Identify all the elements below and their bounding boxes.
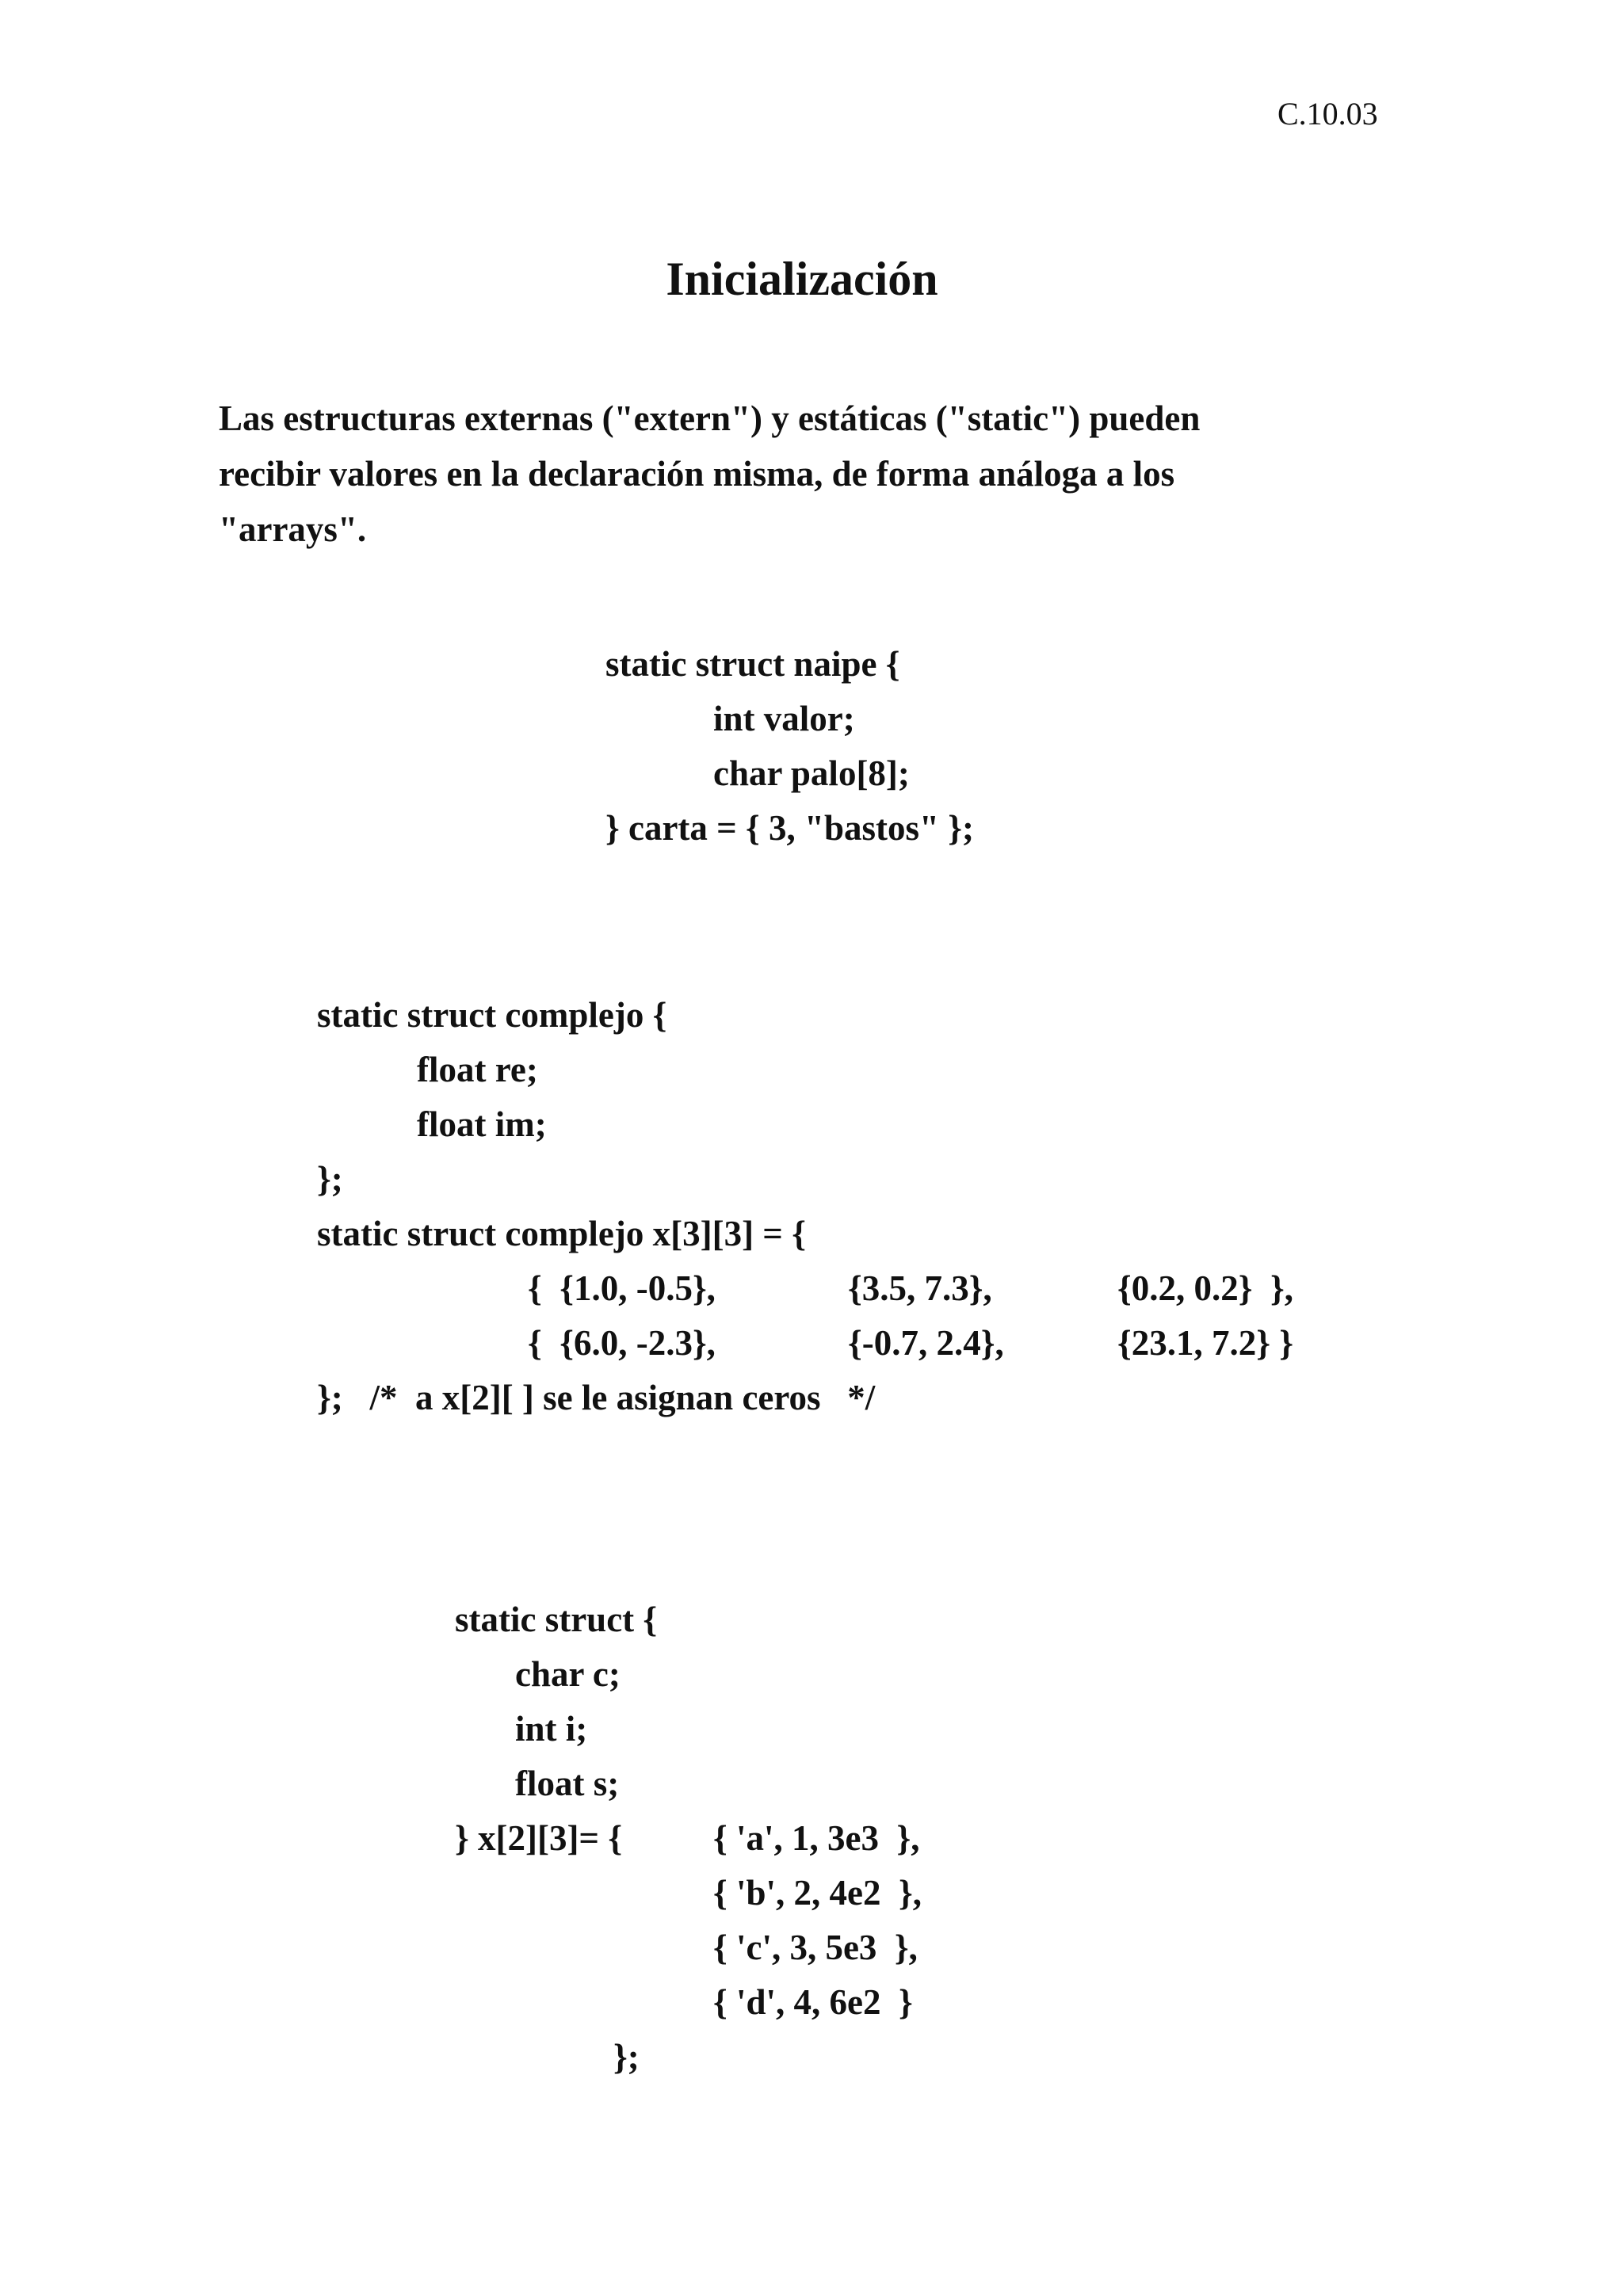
complejo-row-2-col-2: {-0.7, 2.4}, [848,1323,1004,1363]
anon-value-2: { 'b', 2, 4e2 }, [713,1873,922,1913]
complejo-row-1-col-3: {0.2, 0.2} }, [1117,1268,1293,1308]
complejo-row-1-col-1: { {1.0, -0.5}, [528,1268,716,1308]
anon-field-s: float s; [515,1764,620,1803]
anon-value-3: { 'c', 3, 5e3 }, [713,1928,918,1967]
intro-line-2: recibir valores en la declaración misma, de forma análoga a los [219,454,1175,494]
naipe-field-palo: char palo[8]; [713,753,910,793]
complejo-struct-close: }; [317,1159,343,1199]
naipe-struct-init: } carta = { 3, "bastos" }; [605,808,975,848]
complejo-row-2-col-3: {23.1, 7.2} } [1117,1323,1293,1363]
complejo-row-2-col-1: { {6.0, -2.3}, [528,1323,716,1363]
complejo-field-re: float re; [417,1050,538,1089]
complejo-closing-comment: }; /* a x[2][ ] se le asignan ceros */ [317,1378,876,1417]
anon-field-i: int i; [515,1709,588,1749]
anon-array-assign: } x[2][3]= { [455,1818,623,1858]
anon-closing: }; [613,2037,640,2077]
complejo-array-decl: static struct complejo x[3][3] = { [317,1214,806,1253]
anon-value-1: { 'a', 1, 3e3 }, [713,1818,920,1858]
complejo-struct-open: static struct complejo { [317,995,667,1035]
intro-line-1: Las estructuras externas ("extern") y estáticas ("static") pueden [219,399,1201,438]
anon-struct-open: static struct { [455,1600,658,1639]
anon-field-c: char c; [515,1654,621,1694]
intro-line-3: "arrays". [219,509,367,549]
naipe-struct-open: static struct naipe { [605,644,900,684]
anon-value-4: { 'd', 4, 6e2 } [713,1982,913,2022]
naipe-field-valor: int valor; [713,699,855,738]
complejo-row-1-col-2: {3.5, 7.3}, [848,1268,992,1308]
page-title: Inicialización [666,253,938,305]
page-code: C.10.03 [1277,96,1378,132]
complejo-field-im: float im; [417,1104,547,1144]
